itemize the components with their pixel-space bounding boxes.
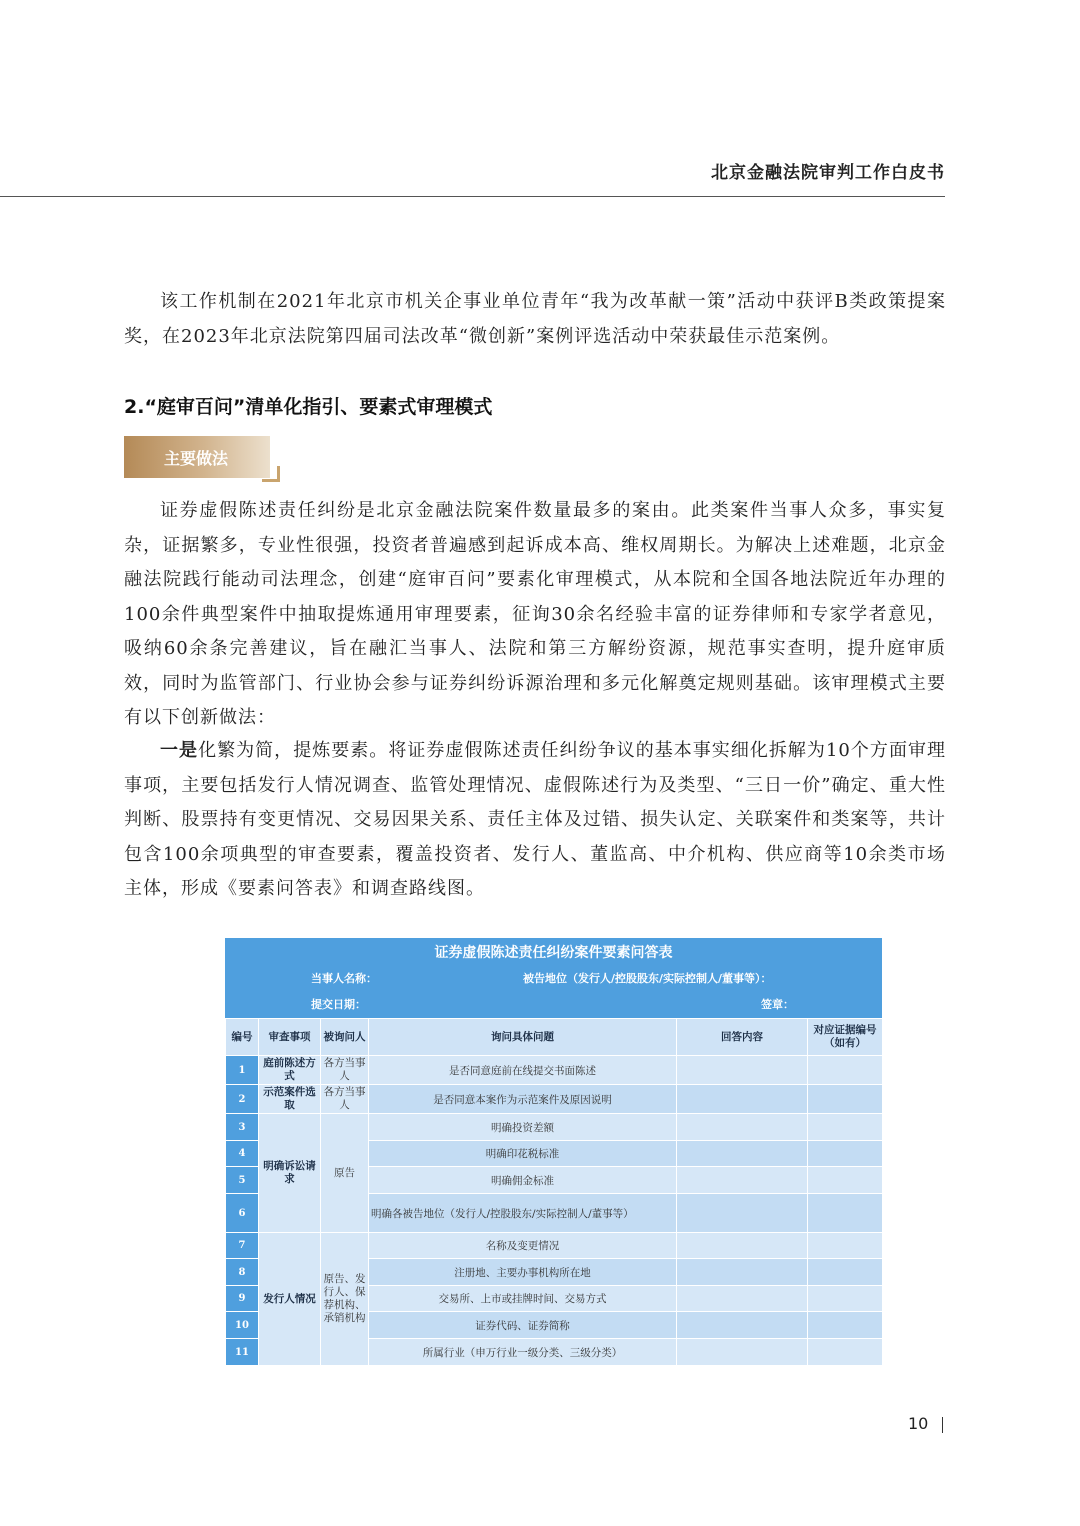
question-cell: 注册地、主要办事机构所在地 xyxy=(369,1259,677,1286)
question-cell: 证券代码、证券简称 xyxy=(369,1312,677,1339)
row-number: 6 xyxy=(226,1194,259,1233)
answer-cell xyxy=(677,1141,808,1167)
answer-cell xyxy=(677,1167,808,1194)
evidence-cell xyxy=(808,1167,883,1194)
paragraph-body: 化繁为简，提炼要素。将证券虚假陈述责任纠纷争议的基本事实细化拆解为10个方面审理事项，主要包括发行人情况调查、监管处理情况、虚假陈述行为及类型、“三日一价”确定、重大性判断、股票持有变更情况、交易因果关系、责任主体及过错、损失认定、关联案件和类案等，共计包含100余项典型的审查要素，覆盖投资者、发行人、董监高、中介机构、供应商等10余类市场主体，形成《要素问答表》和调查路线图。 xyxy=(124,740,947,899)
running-title: 北京金融法院审判工作白皮书 xyxy=(711,163,945,183)
evidence-cell xyxy=(808,1194,883,1233)
col-header-party: 被询问人 xyxy=(321,1019,369,1056)
answer-cell xyxy=(677,1085,808,1114)
page-number: 10 xyxy=(908,1414,929,1433)
table-title: 证券虚假陈述责任纠纷案件要素问答表 xyxy=(434,945,673,961)
question-cell: 明确投资差额 xyxy=(369,1114,677,1141)
submit-date-label: 提交日期： xyxy=(311,998,366,1011)
body-paragraph-2 xyxy=(124,734,946,907)
row-number: 3 xyxy=(226,1114,259,1141)
banner xyxy=(124,436,270,478)
question-cell: 交易所、上市或挂牌时间、交易方式 xyxy=(369,1286,677,1312)
row-number: 8 xyxy=(226,1259,259,1286)
question-cell: 所属行业（申万行业一级分类、三级分类） xyxy=(369,1339,677,1366)
signature-label: 签章： xyxy=(761,998,794,1011)
col-header-question: 询问具体问题 xyxy=(369,1019,677,1056)
evidence-cell xyxy=(808,1286,883,1312)
page-number-bar xyxy=(942,1417,943,1433)
answer-cell xyxy=(677,1312,808,1339)
party-cell: 各方当事人 xyxy=(321,1056,369,1085)
party-name-label: 当事人名称： xyxy=(311,972,377,985)
evidence-cell xyxy=(808,1312,883,1339)
question-cell: 名称及变更情况 xyxy=(369,1233,677,1259)
paragraph-lead: 一是 xyxy=(160,740,199,761)
answer-cell xyxy=(677,1259,808,1286)
question-cell: 明确各被告地位（发行人/控股股东/实际控制人/董事等） xyxy=(369,1194,677,1233)
topic-cell: 明确诉讼请求 xyxy=(259,1114,321,1233)
row-number: 7 xyxy=(226,1233,259,1259)
party-cell: 原告、发行人、保荐机构、承销机构 xyxy=(321,1233,369,1366)
row-number: 1 xyxy=(226,1056,259,1085)
answer-cell xyxy=(677,1233,808,1259)
intro-paragraph: 该工作机制在2021年北京市机关企事业单位青年“我为改革献一策”活动中获评B类政策提案奖，在2023年北京法院第四届司法改革“微创新”案例评选活动中荣获最佳示范案例。 xyxy=(124,291,946,347)
question-cell: 明确印花税标准 xyxy=(369,1141,677,1167)
answer-cell xyxy=(677,1339,808,1366)
row-number: 11 xyxy=(226,1339,259,1366)
topic-cell: 发行人情况 xyxy=(259,1233,321,1366)
col-header-num: 编号 xyxy=(226,1019,259,1056)
question-cell: 是否同意庭前在线提交书面陈述 xyxy=(369,1056,677,1085)
col-header-evidence: 对应证据编号（如有） xyxy=(808,1019,883,1056)
question-cell: 明确佣金标准 xyxy=(369,1167,677,1194)
banner-label: 主要做法 xyxy=(164,449,229,468)
row-number: 4 xyxy=(226,1141,259,1167)
party-cell: 各方当事人 xyxy=(321,1085,369,1114)
answer-cell xyxy=(677,1056,808,1085)
evidence-cell xyxy=(808,1259,883,1286)
table-row xyxy=(226,1114,883,1141)
answer-cell xyxy=(677,1194,808,1233)
section-heading: 2.“庭审百问”清单化指引、要素式审理模式 xyxy=(124,396,493,418)
evidence-cell xyxy=(808,1056,883,1085)
row-number: 2 xyxy=(226,1085,259,1114)
row-number: 5 xyxy=(226,1167,259,1194)
questionnaire-table xyxy=(225,1018,883,1366)
evidence-cell xyxy=(808,1085,883,1114)
row-number: 9 xyxy=(226,1286,259,1312)
table-row xyxy=(226,1085,883,1114)
col-header-answer: 回答内容 xyxy=(677,1019,808,1056)
defendant-role-label: 被告地位（发行人/控股股东/实际控制人/董事等）： xyxy=(523,972,772,985)
answer-cell xyxy=(677,1286,808,1312)
evidence-cell xyxy=(808,1339,883,1366)
questionnaire-figure xyxy=(225,938,882,1366)
table-row xyxy=(226,1056,883,1085)
question-cell: 是否同意本案作为示范案件及原因说明 xyxy=(369,1085,677,1114)
topic-cell: 庭前陈述方式 xyxy=(259,1056,321,1085)
evidence-cell xyxy=(808,1233,883,1259)
body-paragraph-1: 证券虚假陈述责任纠纷是北京金融法院案件数量最多的案由。此类案件当事人众多，事实复杂，证据繁多，专业性很强，投资者普遍感到起诉成本高、维权周期长。为解决上述难题，北京金融法院践行能动司法理念，创建“庭审百问”要素化审理模式，从本院和全国各地法院近年办理的100余件典型案件中抽取提炼通用审理要素，征询30余名经验丰富的证券律师和专家学者意见，吸纳60余条完善建议，旨在融汇当事人、法院和第三方解纷资源，规范事实查明，提升庭审质效，同时为监管部门、行业协会参与证券纠纷诉源治理和多元化解奠定规则基础。该审理模式主要有以下创新做法： xyxy=(124,500,946,728)
answer-cell xyxy=(677,1114,808,1141)
banner-corner-ornament xyxy=(262,466,280,482)
col-header-topic: 审查事项 xyxy=(259,1019,321,1056)
header-rule xyxy=(0,196,945,197)
table-row xyxy=(226,1233,883,1259)
party-cell: 原告 xyxy=(321,1114,369,1233)
table-header-row xyxy=(226,1019,883,1056)
row-number: 10 xyxy=(226,1312,259,1339)
evidence-cell xyxy=(808,1114,883,1141)
topic-cell: 示范案件选取 xyxy=(259,1085,321,1114)
evidence-cell xyxy=(808,1141,883,1167)
